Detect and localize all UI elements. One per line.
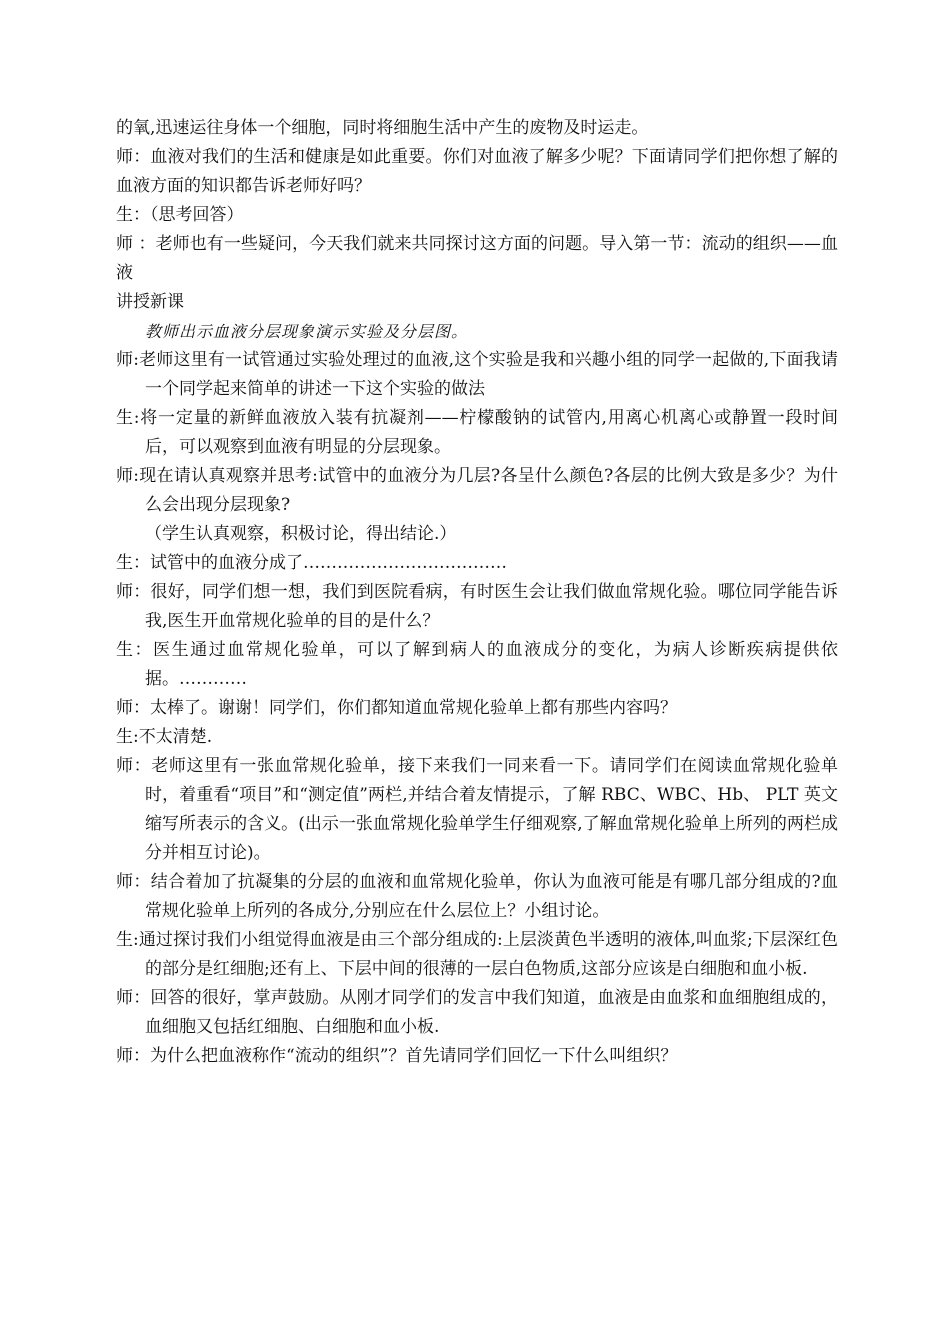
paragraph-teacher-summary: 师：回答的很好，掌声鼓励。从刚才同学们的发言中我们知道，血液是由血浆和血细胞组成的，血细胞又包括红细胞、白细胞和血小板. — [116, 988, 838, 1037]
paragraph-teacher-report-sheet: 师：老师这里有一张血常规化验单，接下来我们一同来看一下。请同学们在阅读血常规化验单时，着重看“项目”和“测定值”两栏,并结合着友情提示，了解 RBC、WBC、Hb、 PLT 英文缩写所表示的含义。(出示一张血常规化验单学生仔细观察,了解血常规化验单上所列的两栏成分并相互讨论)。 — [116, 756, 838, 863]
paragraph-teacher-intro-section: 师 ：老师也有一些疑问，今天我们就来共同探讨这方面的问题。导入第一节：流动的组织——血液 — [116, 234, 838, 283]
section-heading-new-lesson: 讲授新课 — [116, 292, 184, 312]
paragraph-student-think: 生：（思考回答） — [116, 205, 244, 225]
paragraph-teacher-praise: 师：太棒了。谢谢！同学们，你们都知道血常规化验单上都有那些内容吗？ — [116, 698, 677, 718]
paragraph-teacher-test-tube: 师:老师这里有一试管通过实验处理过的血液,这个实验是我和兴趣小组的同学一起做的,下面我请一个同学起来简单的讲述一下这个实验的做法 — [116, 350, 838, 399]
paragraph-teacher-blood-test: 师：很好，同学们想一想，我们到医院看病，有时医生会让我们做血常规化验。哪位同学能告诉我,医生开血常规化验单的目的是什么？ — [116, 582, 838, 631]
paragraph-student-three-parts: 生:通过探讨我们小组觉得血液是由三个部分组成的:上层淡黄色半透明的液体,叫血浆;下层深红色的部分是红细胞;还有上、下层中间的很薄的一层白色物质,这部分应该是白细胞和血小板. — [116, 930, 838, 979]
paragraph-teacher-question-blood: 师：血液对我们的生活和健康是如此重要。你们对血液了解多少呢？下面请同学们把你想了解的血液方面的知识都告诉老师好吗？ — [116, 147, 838, 196]
paragraph-student-unsure: 生:不太清楚. — [116, 727, 213, 747]
document-page — [116, 114, 838, 1071]
paragraph-student-method: 生:将一定量的新鲜血液放入装有抗凝剂——柠檬酸钠的试管内,用离心机离心或静置一段时间后，可以观察到血液有明显的分层现象。 — [116, 408, 838, 457]
paragraph-teacher-observe: 师:现在请认真观察并思考:试管中的血液分为几层?各呈什么颜色?各层的比例大致是多少？为什么会出现分层现象? — [116, 466, 838, 515]
paragraph-demo-note: 教师出示血液分层现象演示实验及分层图。 — [145, 322, 469, 341]
paragraph-teacher-group-discuss: 师：结合着加了抗凝集的分层的血液和血常规化验单，你认为血液可能是有哪几部分组成的?血常规化验单上所列的各成分,分别应在什么层位上？小组讨论。 — [116, 872, 838, 921]
paragraph-students-discuss: （学生认真观察，积极讨论，得出结论.） — [145, 524, 457, 544]
paragraph-student-layers: 生：试管中的血液分成了……………………………… — [116, 553, 507, 573]
paragraph-student-diagnosis: 生：医生通过血常规化验单，可以了解到病人的血液成分的变化，为病人诊断疾病提供依据。………… — [116, 640, 838, 689]
paragraph-teacher-tissue-question: 师：为什么把血液称作“流动的组织”？首先请同学们回忆一下什么叫组织？ — [116, 1046, 678, 1066]
paragraph-oxygen-transport: 的氧,迅速运往身体一个细胞，同时将细胞生活中产生的废物及时运走。 — [116, 118, 649, 138]
